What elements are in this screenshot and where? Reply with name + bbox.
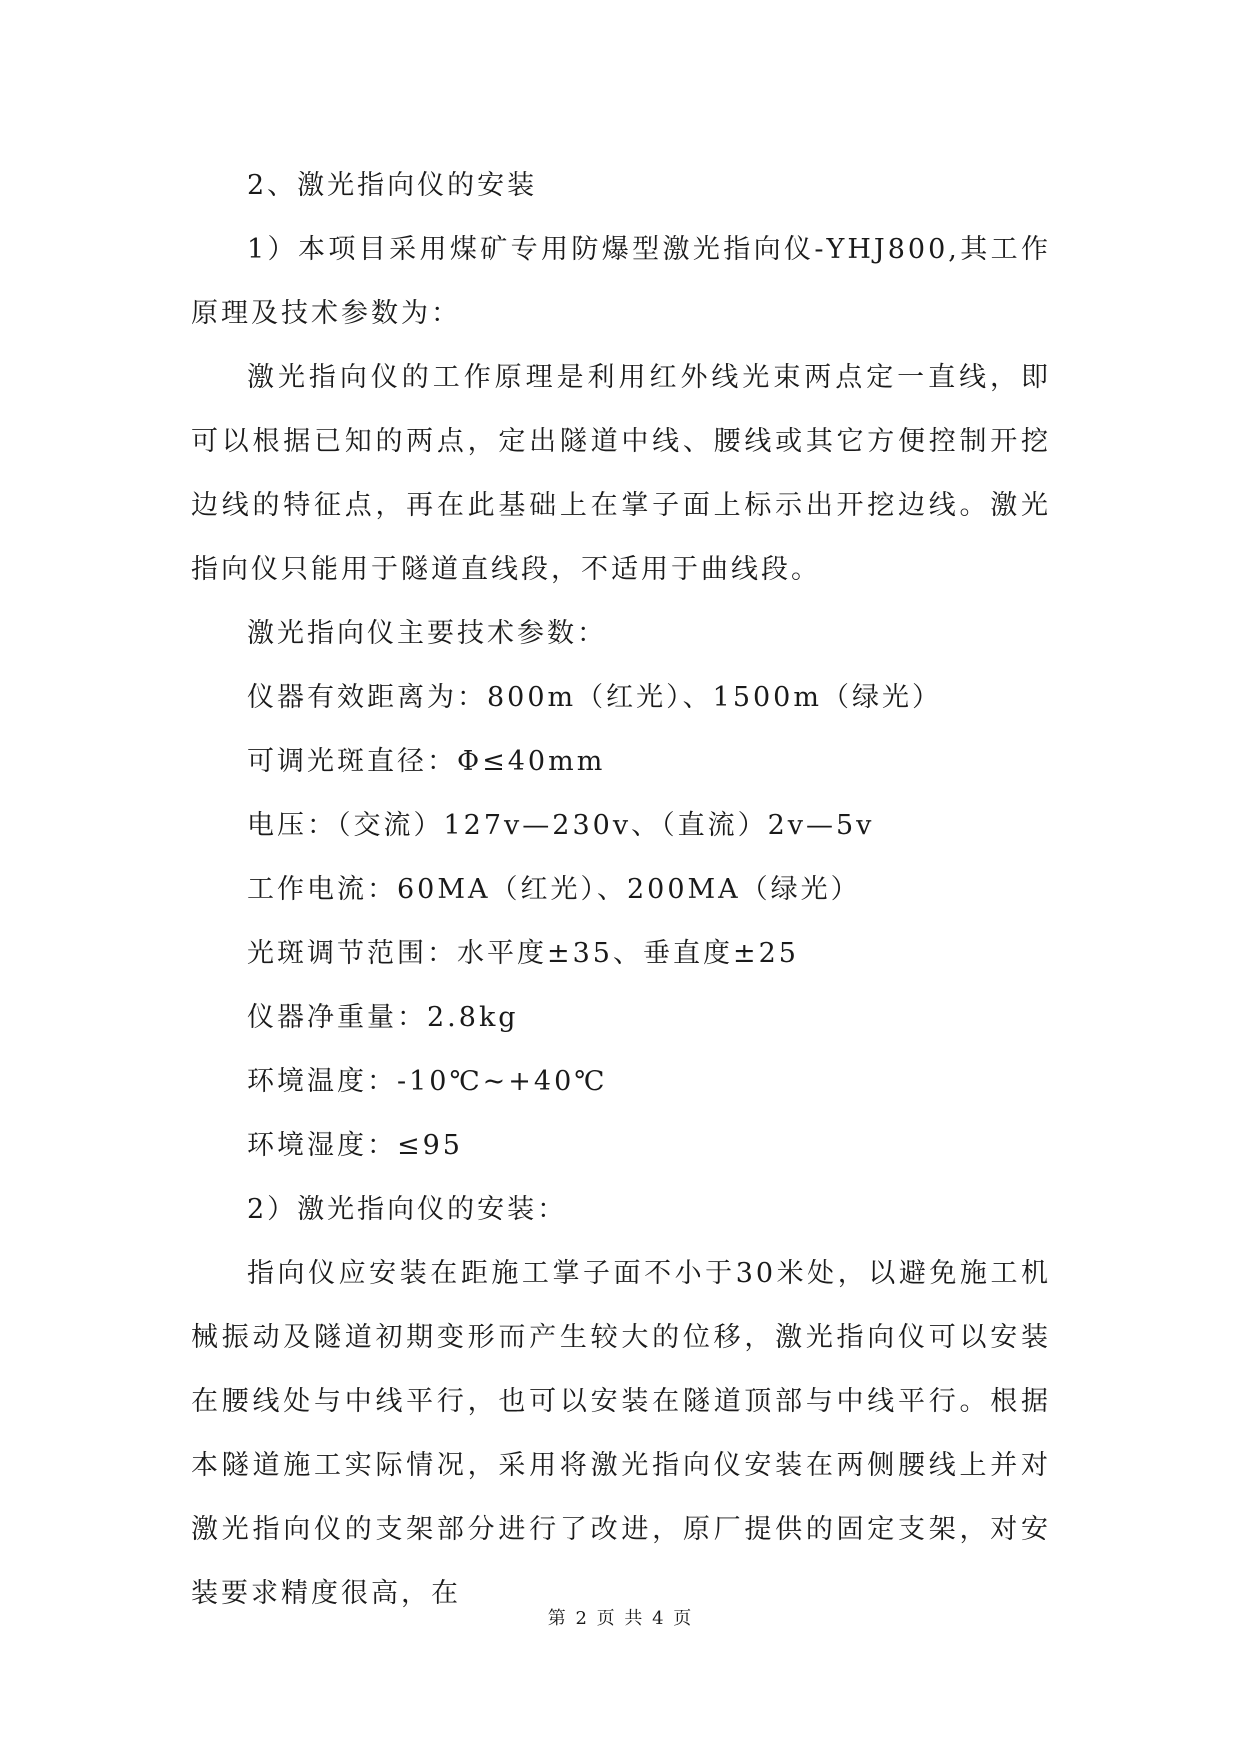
- section-heading: 2、激光指向仪的安装: [247, 170, 538, 201]
- param-humidity: 环境湿度：≤95: [247, 1130, 463, 1161]
- param-current: 工作电流：60MA（红光）、200MA（绿光）: [247, 874, 861, 905]
- param-weight: 仪器净重量：2.8kg: [247, 1002, 519, 1033]
- param-spot-range: 光斑调节范围：水平度±35、垂直度±25: [247, 938, 799, 969]
- param-spot-diameter: 可调光斑直径：Φ≤40mm: [247, 746, 606, 777]
- paragraph-intro: 1）本项目采用煤矿专用防爆型激光指向仪-YHJ800,其工作原理及技术参数为：: [191, 234, 1051, 329]
- param-distance: 仪器有效距离为：800m（红光）、1500m（绿光）: [247, 682, 942, 713]
- param-temperature: 环境温度：-10℃~+40℃: [247, 1066, 608, 1097]
- paragraph-install: 指向仪应安装在距施工掌子面不小于30米处，以避免施工机械振动及隧道初期变形而产生较大的位移，激光指向仪可以安装在腰线处与中线平行，也可以安装在隧道顶部与中线平行。根据本隧道施工实际情况，采用将激光指向仪安装在两侧腰线上并对激光指向仪的支架部分进行了改进，原厂提供的固定支架，对安装要求精度很高，在: [191, 1258, 1051, 1609]
- paragraph-principle: 激光指向仪的工作原理是利用红外线光束两点定一直线，即可以根据已知的两点，定出隧道中线、腰线或其它方便控制开挖边线的特征点，再在此基础上在掌子面上标示出开挖边线。激光指向仪只能用于隧道直线段，不适用于曲线段。: [191, 362, 1051, 585]
- page-footer: 第 2 页 共 4 页: [547, 1608, 694, 1629]
- document-body: [191, 154, 1051, 1626]
- install-heading: 2）激光指向仪的安装：: [247, 1194, 568, 1225]
- params-heading: 激光指向仪主要技术参数：: [247, 618, 607, 649]
- param-voltage: 电压：（交流）127v—230v、（直流）2v—5v: [247, 810, 875, 841]
